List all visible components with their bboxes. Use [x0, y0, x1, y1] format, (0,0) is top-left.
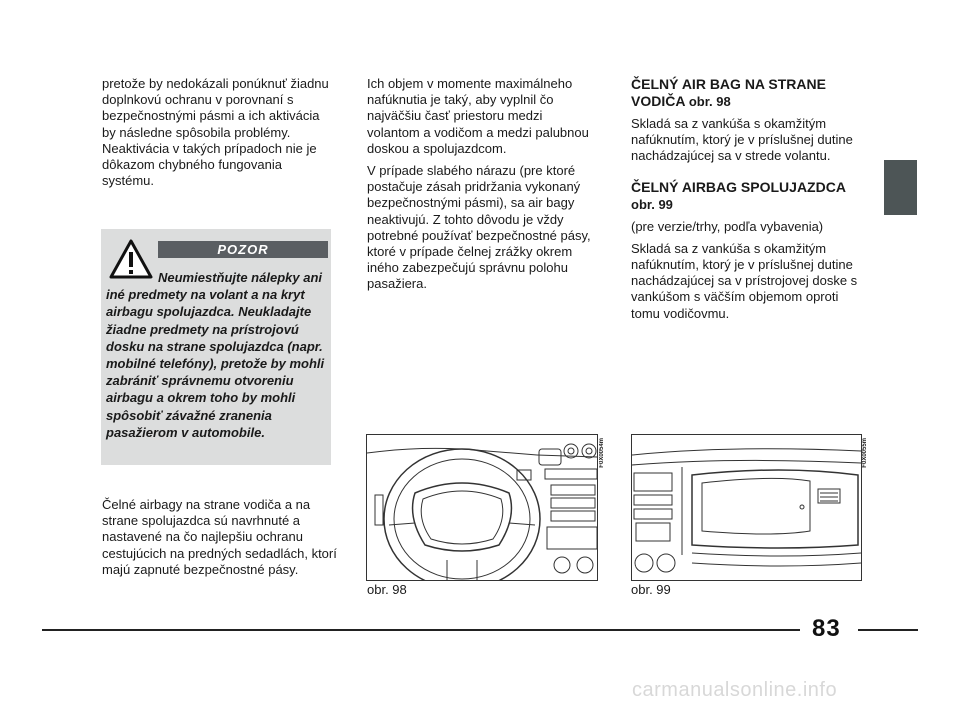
footer-rule	[42, 629, 800, 631]
figure-code: F0X0055m	[862, 438, 868, 468]
column-1-bottom	[102, 497, 340, 578]
footer-rule	[858, 629, 918, 631]
figure-ref: obr. 99	[631, 196, 673, 212]
warning-box	[101, 229, 331, 465]
paragraph: Skladá sa z vankúša s okamžitým nafúknutím, ktorý je v príslušnej dutine nachádzajúcej sa v strede volantu.	[631, 116, 853, 164]
heading-text: ČELNÝ AIRBAG SPOLUJAZDCA	[631, 178, 846, 195]
column-3	[631, 76, 867, 328]
section-heading	[631, 76, 867, 110]
page-number: 83	[812, 615, 841, 642]
chapter-tab	[884, 160, 917, 215]
watermark: carmanualsonline.info	[632, 679, 838, 701]
paragraph: pretože by nedokázali ponúknuť žiadnu doplnkovú ochranu v porovnaní s bezpečnostnými pásmi a ich aktivácia by následne spôsobila problémy.	[102, 76, 329, 140]
dashboard-illustration	[632, 435, 861, 580]
paragraph: V prípade slabého nárazu (pre ktoré postačuje zásah pridržania vykonaný bezpečnostnými pásmi), sa air bagy neaktivujú. Z tohto dôvodu je vždy potrebné používať bezpečnostné pásy, ktoré v prípade čelnej zrážky okrem iného zabezpečujú správnu polohu pasažiera.	[367, 163, 591, 292]
figure-99-dashboard	[631, 434, 862, 581]
column-2	[367, 76, 597, 299]
warning-label: POZOR	[158, 241, 328, 258]
section-heading	[631, 179, 867, 213]
paragraph-note: (pre verzie/trhy, podľa vybavenia)	[631, 218, 824, 234]
paragraph: Skladá sa z vankúša s okamžitým nafúknutím, ktorý je v príslušnej dutine nachádzajúcej sa v prístrojovej doske s vankúšom s väčším objemom oproti tomu vodičovmu.	[631, 240, 858, 321]
paragraph: Ich objem v momente maximálneho nafúknutia je taký, aby vyplnil čo najväčšiu časť priestoru medzi volantom a vodičom a medzi palubnou doskou a spolujazdcom.	[367, 76, 589, 156]
paragraph: Neaktivácia v takých prípadoch nie je dôkazom chybného fungovania systému.	[102, 140, 317, 189]
paragraph: Čelné airbagy na strane vodiča a na strane spolujazdca sú navrhnuté a nastavené na čo najlepšiu ochranu cestujúcich na predných sedadlách, ktorí majú zapnuté bezpečnostné pásy.	[102, 497, 337, 577]
heading-text: ČELNÝ AIR BAG NA STRANE VODIČA	[631, 76, 826, 109]
figure-98-steering-wheel	[366, 434, 598, 581]
figure-caption: obr. 98	[367, 582, 407, 597]
figure-caption: obr. 99	[631, 582, 671, 597]
column-1	[102, 76, 334, 195]
warning-text: Neumiestňujte nálepky ani iné predmety na volant a na kryt airbagu spolujazdca. Neukladajte žiadne predmety na prístrojovú dosku na strane spolujazdca (napr. mobilné telefóny), pretože by mohli zabrániť správnemu otvoreniu airbagu a okrem toho by mohli spôsobiť závažné zranenia pasažierom v automobile.	[106, 270, 325, 440]
steering-wheel-illustration	[367, 435, 597, 580]
figure-code: F0X0054m	[599, 438, 605, 468]
figure-ref: obr. 98	[688, 94, 731, 109]
